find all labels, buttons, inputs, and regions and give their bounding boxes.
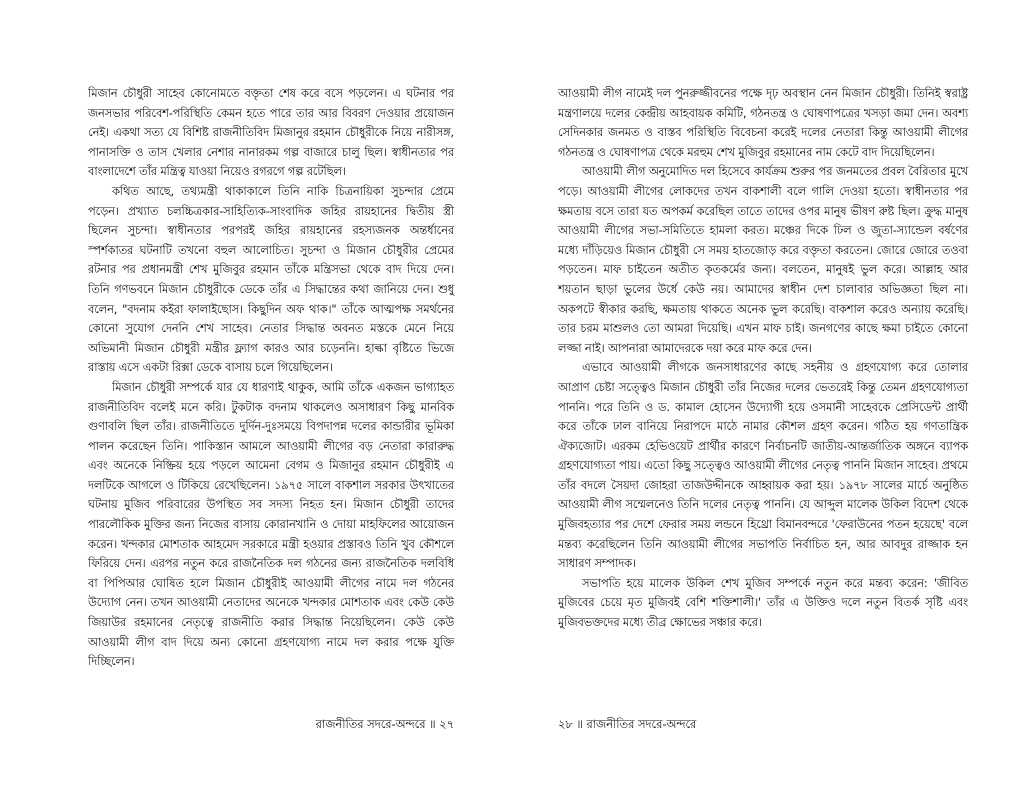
paragraph: আওয়ামী লীগ নামেই দল পুনরুজ্জীবনের পক্ষে দৃঢ় অবস্থান নেন মিজান চৌধুরী। তিনিই স্বরাষ্ট্র মন্ত্রণালয়ে দলের কেন্দ্রীয় আহবায়ক কমিটি, গঠনতন্ত্র ও ঘোষণাপত্রের খসড়া জমা দেন। অবশ্য সেদিনকার জনমত ও বাস্তব পরিস্থিতি বিবেচনা করেই দলের নেতারা কিন্তু আওয়ামী লীগের গঠনতন্ত্র ও ঘোষণাপত্র থেকে মরহুম শেখ মুজিবুর রহমানের নাম কেটে বাদ দিয়েছিলেন। xyxy=(558,86,968,159)
left-page-text xyxy=(88,84,454,672)
right-page xyxy=(512,0,1024,791)
paragraph: মিজান চৌধুরী সম্পর্কে যার যে ধারণাই থাকুক, আমি তাঁকে একজন ভাগ্যাহত রাজনীতিবিদ বলেই মনে করি। টুকটাক বদনাম থাকলেও অসাধারণ কিছু মানবিক গুণাবলি ছিল তাঁর। রাজনীতিতে দুর্দিন-দুঃসময়ে বিপদাপন্ন দলের কান্ডারীর ভূমিকা পালন করেছেন তিনি। পাকিস্তান আমলে আওয়ামী লীগের বড় নেতারা কারারুদ্ধ এবং অনেকে নিষ্ক্রিয় হয়ে পড়লে আমেনা বেগম ও মিজানুর রহমান চৌধুরীই এ দলটিকে আগলে ও টিকিয়ে রেখেছিলেন। ১৯৭৫ সালে বাকশাল সরকার উৎখাতের ঘটনায় মুজিব পরিবারের উপস্থিত সব সদস্য নিহত হন। মিজান চৌধুরী তাদের পারলৌকিক মুক্তির জন্য নিজের বাসায় কোরানখানি ও দোয়া মাহফিলের আয়োজন করেন। খন্দকার মোশতাক আহমেদ সরকারে মন্ত্রী হওয়ার প্রস্তাবও তিনি খুব কৌশলে ফিরিয়ে দেন। এরপর নতুন করে রাজনৈতিক দল গঠনের জন্য রাজনৈতিক দলবিধি বা পিপিআর ঘোষিত হলে মিজান চৌধুরীই আওয়ামী লীগের নামে দল গঠনের উদ্যোগ নেন। তখন আওয়ামী নেতাদের অনেকে খন্দকার মোশতাক এবং কেউ কেউ জিয়াউর রহমানের নেতৃত্বে রাজনীতি করার সিদ্ধান্ত নিয়েছিলেন। কেউ কেউ আওয়ামী লীগ বাদ দিয়ে অন্য কোনো গ্রহণযোগ্য নামে দল করার পক্ষে যুক্তি দিচ্ছিলেন। xyxy=(88,379,454,669)
paragraph: সভাপতি হয়ে মালেক উকিল শেখ মুজিব সম্পর্কে নতুন করে মন্তব্য করেন: 'জীবিত মুজিবের চেয়ে মৃত মুজিবই বেশি শক্তিশালী।' তাঁর এ উক্তিও দলে নতুন বিতর্ক সৃষ্টি এবং মুজিবভক্তদের মধ্যে তীব্র ক্ষোভের সঞ্চার করে। xyxy=(558,575,968,630)
paragraph: এভাবে আওয়ামী লীগকে জনসাধারণের কাছে সহনীয় ও গ্রহণযোগ্য করে তোলার আপ্রাণ চেষ্টা সত্ত্বেও মিজান চৌধুরী তাঁর নিজের দলের ভেতরেই কিন্তু তেমন গ্রহণযোগ্যতা পাননি। পরে তিনি ও ড. কামাল হোসেন উদ্যোগী হয়ে ওসমানী সাহেবকে প্রেসিডেন্ট প্রার্থী করে তাঁকে ঢাল বানিয়ে নিরাপদে মাঠে নামার কৌশল গ্রহণ করেন। গঠিত হয় গণতান্ত্রিক ঐক্যজোট। এরকম হেভিওয়েট প্রার্থীর কারণে নির্বাচনটি জাতীয়-আন্তর্জাতিক অঙ্গনে ব্যাপক গ্রহণযোগ্যতা পায়। এতো কিছু সত্ত্বেও আওয়ামী লীগের নেতৃত্ব পাননি মিজান সাহেব। প্রথমে তাঁর বদলে সৈয়দা জোহরা তাজউদ্দীনকে আহ্বায়ক করা হয়। ১৯৭৮ সালের মার্চে অনুষ্ঠিত আওয়ামী লীগ সম্মেলনেও তিনি দলের নেতৃত্ব পাননি। যে আব্দুল মালেক উকিল বিদেশ থেকে মুজিবহত্যার পর দেশে ফেরার সময় লন্ডনে হিথ্রো বিমানবন্দরে 'ফেরাউনের পতন হয়েছে' বলে মন্তব্য করেছিলেন তিনি আওয়ামী লীগের সভাপতি নির্বাচিত হন, আর আবদুর রাজ্জাক হন সাধারণ সম্পাদক। xyxy=(558,360,968,571)
left-page-footer: রাজনীতির সদরে-অন্দরে ॥ ২৭ xyxy=(315,717,454,731)
paragraph: মিজান চৌধুরী সাহেব কোনোমতে বক্তৃতা শেষ করে বসে পড়লেন। এ ঘটনার পর জনসভার পরিবেশ-পরিস্থিতি কেমন হতে পারে তার আর বিবরণ দেওয়ার প্রয়োজন নেই। একথা সত্য যে বিশিষ্ট রাজনীতিবিদ মিজানুর রহমান চৌধুরীকে নিয়ে নারীসঙ্গ, পানাসক্তি ও তাস খেলার নেশার নানারকম গল্প বাজারে চালু ছিল। স্বাধীনতার পর বাংলাদেশে তাঁর মন্ত্রিত্ব যাওয়া নিয়েও রগরগে গল্প রটেছিল। xyxy=(88,86,454,179)
right-page-footer: ২৮ ॥ রাজনীতির সদরে-অন্দরে xyxy=(558,717,697,731)
right-page-text xyxy=(558,84,968,633)
paragraph: কথিত আছে, তথ্যমন্ত্রী থাকাকালে তিনি নাকি চিত্রনায়িকা সুচন্দার প্রেমে পড়েন। প্রখ্যাত চলচ্চিত্রকার-সাহিত্যিক-সাংবাদিক জহির রায়হানের দ্বিতীয় স্ত্রী ছিলেন সুচন্দা। স্বাধীনতার পরপরই জহির রায়হানের রহস্যজনক অন্তর্ধানের স্পর্শকাতর ঘটনাটি তখনো বহুল আলোচিত। সুচন্দা ও মিজান চৌধুরীর প্রেমের রটনার পর প্রধানমন্ত্রী শেখ মুজিবুর রহমান তাঁকে মন্ত্রিসভা থেকে বাদ দিয়ে দেন। তিনি গণভবনে মিজান চৌধুরীকে ডেকে তাঁর এ সিদ্ধান্তের কথা জানিয়ে দেন। শুধু বলেন, "বদনাম কইরা ফালাইছোস। কিছুদিন অফ থাক।" তাঁকে আত্মপক্ষ সমর্থনের কোনো সুযোগ দেননি শেখ সাহেব। নেতার সিদ্ধান্ত অবনত মস্তকে মেনে নিয়ে অভিমানী মিজান চৌধুরী মন্ত্রীর ফ্ল্যাগ কারও আর চড়েননি। হাল্কা বৃষ্টিতে ভিজে রাস্তায় এসে একটা রিক্সা ডেকে বাসায় চলে গিয়েছিলেন। xyxy=(88,183,454,375)
paragraph: আওয়ামী লীগ অনুমোদিত দল হিসেবে কার্যক্রম শুরুর পর জনমতের প্রবল বৈরিতার মুখে পড়ে। আওয়ামী লীগের লোকদের তখন বাকশালী বলে গালি দেওয়া হতো। স্বাধীনতার পর ক্ষমতায় বসে তারা যত অপকর্ম করেছিল তাতে তাদের ওপর মানুষ ভীষণ রুষ্ট ছিল। ক্রুদ্ধ মানুষ আওয়ামী লীগের সভা-সমিতিতে হামলা করত। মঞ্চের দিকে ঢিল ও জুতা-স্যান্ডেল বর্ষণের মধ্যে দাঁড়িয়েও মিজান চৌধুরী সে সময় হাতজোড় করে বক্তৃতা করতেন। জোরে জোরে তওবা পড়তেন। মাফ চাইতেন অতীত কৃতকর্মের জন্য। বলতেন, মানুষই ভুল করে। আল্লাহ আর শয়তান ছাড়া ভুলের উর্ধে কেউ নয়। আমাদের স্বাধীন দেশ চালাবার অভিজ্ঞতা ছিল না। অকপটে স্বীকার করছি, ক্ষমতায় থাকতে অনেক ভুল করেছি। বাকশাল করেও অন্যায় করেছি। তার চরম মাশুলও তো আমরা দিয়েছি। এখন মাফ চাই। জনগণের কাছে ক্ষমা চাইতে কোনো লজ্জা নাই। আপনারা আমাদেরকে দয়া করে মাফ করে দেন। xyxy=(558,164,968,355)
